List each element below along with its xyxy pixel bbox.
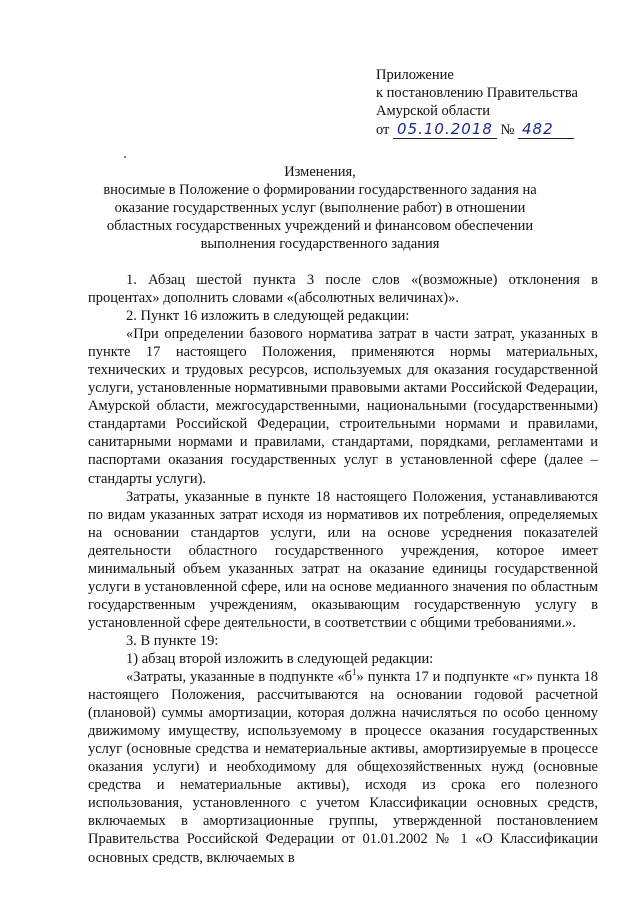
paragraph-6: 1) абзац второй изложить в следующей редакции: bbox=[126, 650, 434, 667]
appendix-date-line bbox=[376, 120, 578, 139]
paragraph-1: 1. Абзац шестой пункта 3 после слов «(возможные) отклонения в процентах» дополнить словами «(абсолютных величинах)». bbox=[88, 272, 598, 307]
appendix-block bbox=[376, 66, 578, 139]
appendix-decree: к постановлению Правительства bbox=[376, 85, 578, 101]
paragraph-5: 3. В пункте 19: bbox=[126, 632, 219, 649]
paragraph-2: 2. Пункт 16 изложить в следующей редакции: bbox=[126, 308, 410, 325]
superscript-index: 1 bbox=[352, 667, 357, 678]
appendix-title: Приложение bbox=[376, 67, 454, 83]
paragraph-7-rest: » пункта 17 и подпункте «г» пункта 18 настоящего Положения, рассчитываются на основании годовой расчетной (плановой) суммы амортизации, которая должна начисляться по особо ценному движимому имуществу, используемому в процессе оказания государственных услуг (основные средства и нематериальные активы, амортизируемые в процессе оказания услуги) и необходимому для общехозяйственных нужд (основные средства и нематериальные активы), исходя из срока его полезного использования, установленного с учетом Классификации основных средств, включаемых в амортизационные группы, утвержденной постановлением Правительства Российской Федерации от 01.01.2002 № 1 «О Классификации основных средств, включаемых в bbox=[88, 669, 598, 866]
paragraph-7-start: «Затраты, указанные в подпункте «б bbox=[126, 669, 353, 686]
document-body bbox=[88, 271, 598, 867]
title-subheading: вносимые в Положение о формировании государственного задания на оказание государственных услуг (выполнение работ) в отношении областных государственных учреждений и финансовом обеспечении выполнения государственного задания bbox=[103, 182, 537, 252]
scan-speck bbox=[124, 156, 126, 158]
paragraph-3: «При определении базового норматива затрат в части затрат, указанных в пункте 17 настоящего Положения, применяются нормы материальных, технических и трудовых ресурсов, используемых для оказания государственной услуги, установленные нормативными правовыми актами Российской Федерации, Амурской области, межгосударственными, национальными (государственными) стандартами Российской Федерации, строительными нормами и правилами, санитарными нормами и правилами, стандартами, порядками, регламентами и паспортами оказания государственных услуг в установленной сфере (далее – стандарты услуги). bbox=[88, 326, 598, 487]
handwritten-number: 482 bbox=[518, 120, 574, 139]
paragraph-4: Затраты, указанные в пункте 18 настоящего Положения, устанавливаются по видам указанных затрат исходя из нормативов их потребления, определяемых на основании стандартов услуги, или на основе усреднения показателей деятельности областного государственного учреждения, которое имеет минимальный объем указанных затрат на оказание единицы государственной услуги в установленной сфере, или на основе медианного значения по областным государственным учреждениям, оказывающим государственную услугу в установленной сфере деятельности, в соответствии с общими требованиями.». bbox=[88, 488, 598, 631]
number-label: № bbox=[500, 122, 515, 138]
paragraph-7 bbox=[88, 668, 598, 867]
from-label: от bbox=[376, 122, 390, 138]
title-heading: Изменения, bbox=[284, 164, 356, 180]
appendix-region: Амурской области bbox=[376, 103, 490, 119]
document-title bbox=[90, 163, 550, 253]
handwritten-date: 05.10.2018 bbox=[393, 120, 497, 139]
